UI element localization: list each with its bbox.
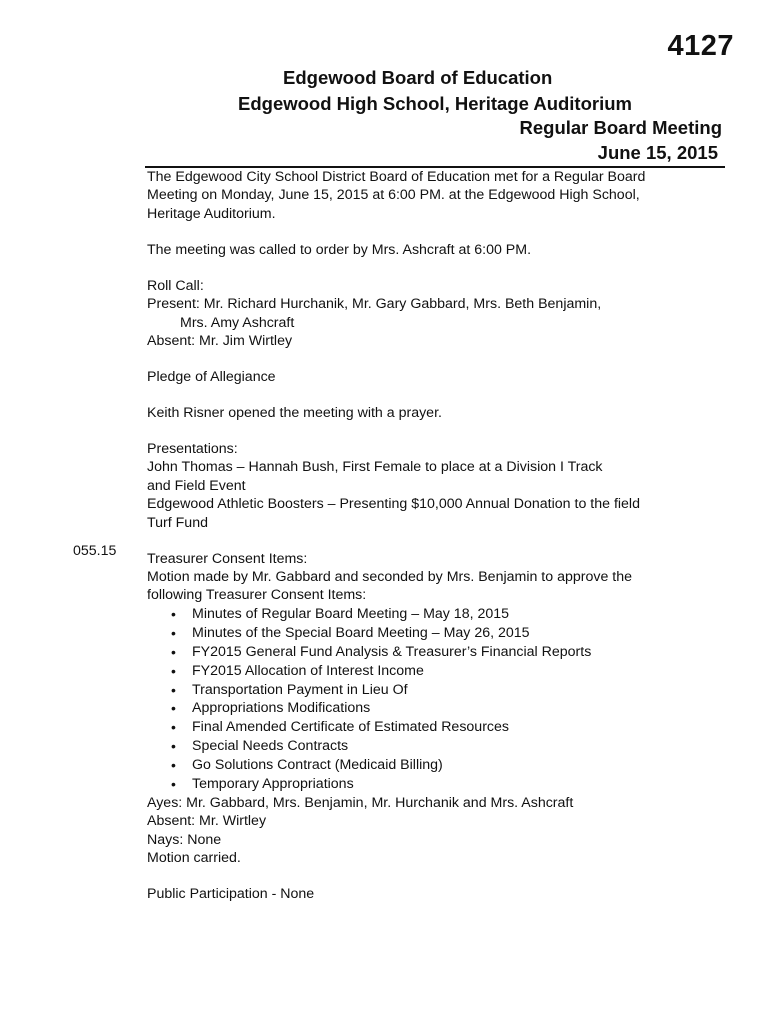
- intro-line: Heritage Auditorium.: [147, 205, 276, 222]
- list-item: • Special Needs Contracts: [168, 737, 707, 756]
- roll-call-present-cont: Mrs. Amy Ashcraft: [180, 314, 295, 331]
- item-number: 055.15: [73, 543, 117, 559]
- list-item: • Minutes of Regular Board Meeting – May 18, 2015: [168, 605, 707, 624]
- public-participation: Public Participation - None: [147, 886, 315, 903]
- vote-absent: Absent: Mr. Wirtley: [147, 813, 267, 830]
- roll-call-present: Present: Mr. Richard Hurchanik, Mr. Gary Gabbard, Mrs. Beth Benjamin,: [147, 296, 602, 313]
- motion-result: Motion carried.: [147, 850, 241, 867]
- list-item: • Temporary Appropriations: [168, 775, 707, 794]
- treasurer-heading: Treasurer Consent Items:: [147, 550, 308, 567]
- presentation-line: John Thomas – Hannah Bush, First Female to place at a Division I Track: [147, 459, 603, 476]
- vote-nays: Nays: None: [147, 831, 222, 848]
- intro-line: The Edgewood City School District Board of Education met for a Regular Board: [147, 169, 646, 185]
- minutes-body: [147, 168, 707, 904]
- prayer: Keith Risner opened the meeting with a prayer.: [147, 405, 442, 422]
- consent-items-list: [147, 605, 707, 794]
- presentations-heading: Presentations:: [147, 441, 238, 458]
- intro-line: Meeting on Monday, June 15, 2015 at 6:00 PM. at the Edgewood High School,: [147, 187, 640, 204]
- list-item: • Final Amended Certificate of Estimated Resources: [168, 718, 707, 737]
- pledge: Pledge of Allegiance: [147, 369, 276, 386]
- meeting-type-heading: Regular Board Meeting: [519, 117, 722, 138]
- presentation-line: Edgewood Athletic Boosters – Presenting $10,000 Annual Donation to the field: [147, 496, 640, 513]
- presentation-line: and Field Event: [147, 477, 246, 494]
- vote-ayes: Ayes: Mr. Gabbard, Mrs. Benjamin, Mr. Hurchanik and Mrs. Ashcraft: [147, 794, 574, 811]
- list-item: • FY2015 General Fund Analysis & Treasurer’s Financial Reports: [168, 643, 707, 662]
- call-to-order: The meeting was called to order by Mrs. Ashcraft at 6:00 PM.: [147, 241, 532, 258]
- list-item: • FY2015 Allocation of Interest Income: [168, 662, 707, 681]
- presentation-line: Turf Fund: [147, 514, 208, 531]
- location-heading: Edgewood High School, Heritage Auditorium: [238, 93, 632, 114]
- list-item: • Minutes of the Special Board Meeting – May 26, 2015: [168, 624, 707, 643]
- board-name-heading: Edgewood Board of Education: [283, 67, 553, 88]
- list-item: • Appropriations Modifications: [168, 699, 707, 718]
- page-number: 4127: [667, 30, 734, 62]
- roll-call-heading: Roll Call:: [147, 277, 204, 294]
- roll-call-absent: Absent: Mr. Jim Wirtley: [147, 333, 293, 350]
- list-item: • Transportation Payment in Lieu Of: [168, 681, 707, 700]
- list-item: • Go Solutions Contract (Medicaid Billing): [168, 756, 707, 775]
- motion-line: following Treasurer Consent Items:: [147, 587, 367, 604]
- motion-line: Motion made by Mr. Gabbard and seconded by Mrs. Benjamin to approve the: [147, 569, 633, 586]
- meeting-date-heading: June 15, 2015: [597, 142, 718, 163]
